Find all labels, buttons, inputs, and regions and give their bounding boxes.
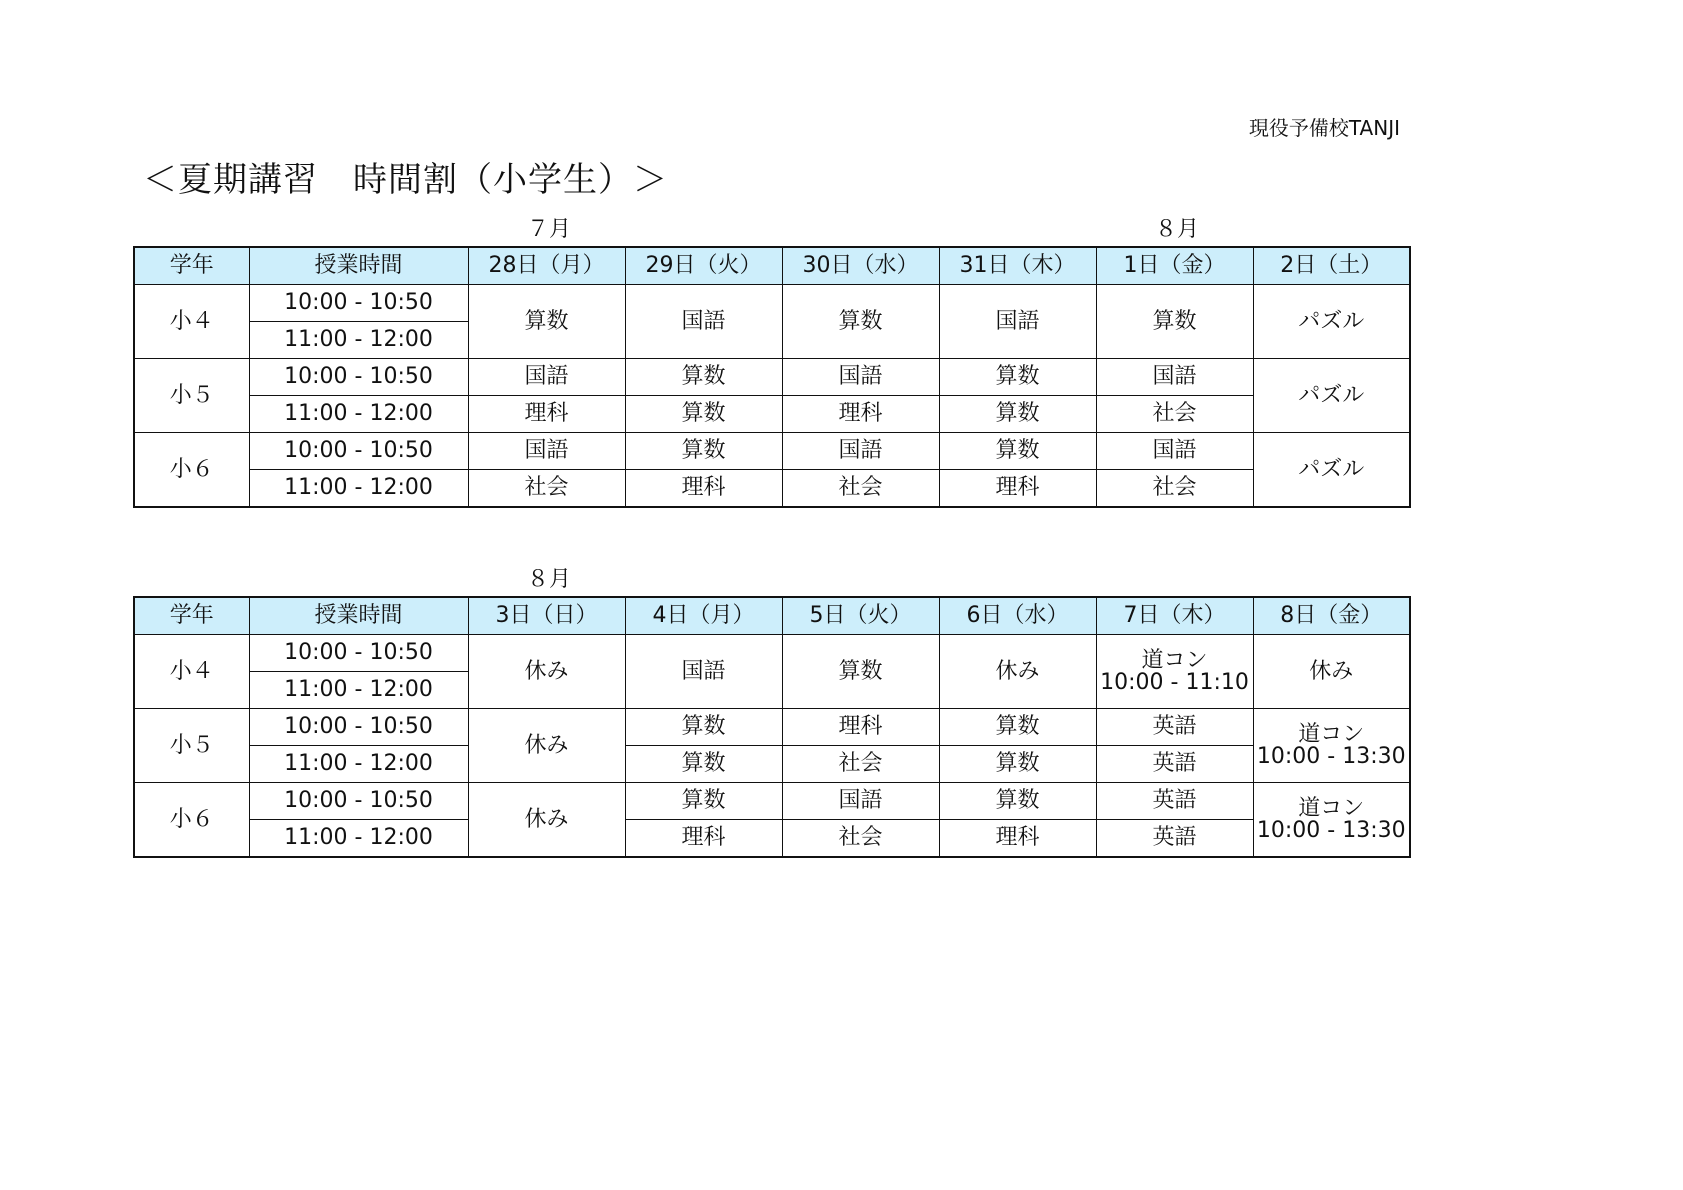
subject-cell: 算数 bbox=[939, 396, 1096, 433]
header-day: 8日（金） bbox=[1253, 597, 1410, 635]
subject-cell: 理科 bbox=[939, 820, 1096, 858]
subject-cell: 算数 bbox=[939, 746, 1096, 783]
time-slot: 11:00 - 12:00 bbox=[249, 396, 468, 433]
subject-cell: 休み bbox=[468, 635, 625, 709]
subject-cell: 算数 bbox=[782, 285, 939, 359]
mock-exam-title: 道コン bbox=[1141, 647, 1208, 673]
table-row bbox=[134, 470, 1410, 508]
subject-cell: 算数 bbox=[625, 433, 782, 470]
mock-exam-title: 道コン bbox=[1298, 795, 1365, 821]
subject-cell: 休み bbox=[1253, 635, 1410, 709]
header-class-time: 授業時間 bbox=[249, 247, 468, 285]
subject-cell: 算数 bbox=[939, 709, 1096, 746]
table-row bbox=[134, 746, 1410, 783]
subject-cell: 国語 bbox=[939, 285, 1096, 359]
subject-cell: 理科 bbox=[782, 396, 939, 433]
mock-exam-cell bbox=[1253, 783, 1410, 858]
month-label-august: ８月 bbox=[1154, 217, 1199, 242]
subject-cell: パズル bbox=[1253, 433, 1410, 508]
table-header-row bbox=[134, 597, 1410, 635]
subject-cell: 理科 bbox=[468, 396, 625, 433]
header-day: 3日（日） bbox=[468, 597, 625, 635]
subject-cell: 英語 bbox=[1096, 820, 1253, 858]
subject-cell: 理科 bbox=[625, 470, 782, 508]
header-day: 30日（水） bbox=[782, 247, 939, 285]
grade-cell: 小４ bbox=[134, 635, 249, 709]
subject-cell: 算数 bbox=[1096, 285, 1253, 359]
subject-cell: 算数 bbox=[468, 285, 625, 359]
time-slot: 10:00 - 10:50 bbox=[249, 783, 468, 820]
subject-cell: 社会 bbox=[782, 746, 939, 783]
grade-cell: 小５ bbox=[134, 359, 249, 433]
header-day: 6日（水） bbox=[939, 597, 1096, 635]
subject-cell: 算数 bbox=[939, 783, 1096, 820]
timetable-week2 bbox=[133, 596, 1411, 858]
time-slot: 11:00 - 12:00 bbox=[249, 820, 468, 858]
subject-cell: 社会 bbox=[782, 470, 939, 508]
subject-cell: 算数 bbox=[939, 433, 1096, 470]
time-slot: 10:00 - 10:50 bbox=[249, 285, 468, 322]
grade-cell: 小４ bbox=[134, 285, 249, 359]
header-day: 31日（木） bbox=[939, 247, 1096, 285]
header-day: 28日（月） bbox=[468, 247, 625, 285]
mock-exam-time: 10:00 - 13:30 bbox=[1256, 743, 1406, 769]
mock-exam-title: 道コン bbox=[1298, 721, 1365, 747]
subject-cell: 算数 bbox=[939, 359, 1096, 396]
time-slot: 10:00 - 10:50 bbox=[249, 709, 468, 746]
table-header-row bbox=[134, 247, 1410, 285]
table-row bbox=[134, 783, 1410, 820]
subject-cell: 算数 bbox=[625, 396, 782, 433]
header-day: 7日（木） bbox=[1096, 597, 1253, 635]
grade-cell: 小６ bbox=[134, 433, 249, 508]
subject-cell: 国語 bbox=[782, 433, 939, 470]
subject-cell: 英語 bbox=[1096, 746, 1253, 783]
subject-cell: 算数 bbox=[625, 359, 782, 396]
subject-cell: 社会 bbox=[782, 820, 939, 858]
mock-exam-time: 10:00 - 13:30 bbox=[1256, 817, 1406, 843]
page-title: ＜夏期講習 時間割（小学生）＞ bbox=[143, 160, 668, 200]
subject-cell: 英語 bbox=[1096, 783, 1253, 820]
subject-cell: 休み bbox=[468, 709, 625, 783]
time-slot: 10:00 - 10:50 bbox=[249, 359, 468, 396]
subject-cell: 社会 bbox=[1096, 396, 1253, 433]
header-day: 2日（土） bbox=[1253, 247, 1410, 285]
subject-cell: 社会 bbox=[468, 470, 625, 508]
time-slot: 10:00 - 10:50 bbox=[249, 433, 468, 470]
subject-cell: 休み bbox=[939, 635, 1096, 709]
mock-exam-cell bbox=[1253, 709, 1410, 783]
subject-cell: 理科 bbox=[782, 709, 939, 746]
subject-cell: 社会 bbox=[1096, 470, 1253, 508]
grade-cell: 小５ bbox=[134, 709, 249, 783]
grade-cell: 小６ bbox=[134, 783, 249, 858]
subject-cell: パズル bbox=[1253, 285, 1410, 359]
subject-cell: パズル bbox=[1253, 359, 1410, 433]
table-row bbox=[134, 433, 1410, 470]
subject-cell: 算数 bbox=[625, 709, 782, 746]
table-row bbox=[134, 359, 1410, 396]
mock-exam-cell bbox=[1096, 635, 1253, 709]
header-grade: 学年 bbox=[134, 247, 249, 285]
subject-cell: 休み bbox=[468, 783, 625, 858]
table-row bbox=[134, 285, 1410, 322]
table-row bbox=[134, 635, 1410, 672]
table-row bbox=[134, 396, 1410, 433]
subject-cell: 算数 bbox=[625, 746, 782, 783]
subject-cell: 国語 bbox=[1096, 433, 1253, 470]
subject-cell: 国語 bbox=[782, 783, 939, 820]
subject-cell: 国語 bbox=[782, 359, 939, 396]
header-day: 29日（火） bbox=[625, 247, 782, 285]
subject-cell: 国語 bbox=[625, 635, 782, 709]
time-slot: 10:00 - 10:50 bbox=[249, 635, 468, 672]
subject-cell: 理科 bbox=[939, 470, 1096, 508]
subject-cell: 算数 bbox=[625, 783, 782, 820]
header-class-time: 授業時間 bbox=[249, 597, 468, 635]
month-label-august: ８月 bbox=[526, 567, 571, 592]
subject-cell: 算数 bbox=[782, 635, 939, 709]
table-row bbox=[134, 709, 1410, 746]
timetable-week1 bbox=[133, 246, 1411, 508]
subject-cell: 国語 bbox=[1096, 359, 1253, 396]
subject-cell: 国語 bbox=[468, 433, 625, 470]
time-slot: 11:00 - 12:00 bbox=[249, 746, 468, 783]
school-name: 現役予備校TANJI bbox=[1248, 116, 1400, 140]
subject-cell: 英語 bbox=[1096, 709, 1253, 746]
subject-cell: 国語 bbox=[468, 359, 625, 396]
header-day: 1日（金） bbox=[1096, 247, 1253, 285]
time-slot: 11:00 - 12:00 bbox=[249, 470, 468, 508]
time-slot: 11:00 - 12:00 bbox=[249, 322, 468, 359]
month-label-july: ７月 bbox=[526, 217, 571, 242]
subject-cell: 理科 bbox=[625, 820, 782, 858]
header-day: 5日（火） bbox=[782, 597, 939, 635]
header-grade: 学年 bbox=[134, 597, 249, 635]
time-slot: 11:00 - 12:00 bbox=[249, 672, 468, 709]
subject-cell: 国語 bbox=[625, 285, 782, 359]
mock-exam-time: 10:00 - 11:10 bbox=[1100, 669, 1249, 695]
header-day: 4日（月） bbox=[625, 597, 782, 635]
table-row bbox=[134, 820, 1410, 858]
